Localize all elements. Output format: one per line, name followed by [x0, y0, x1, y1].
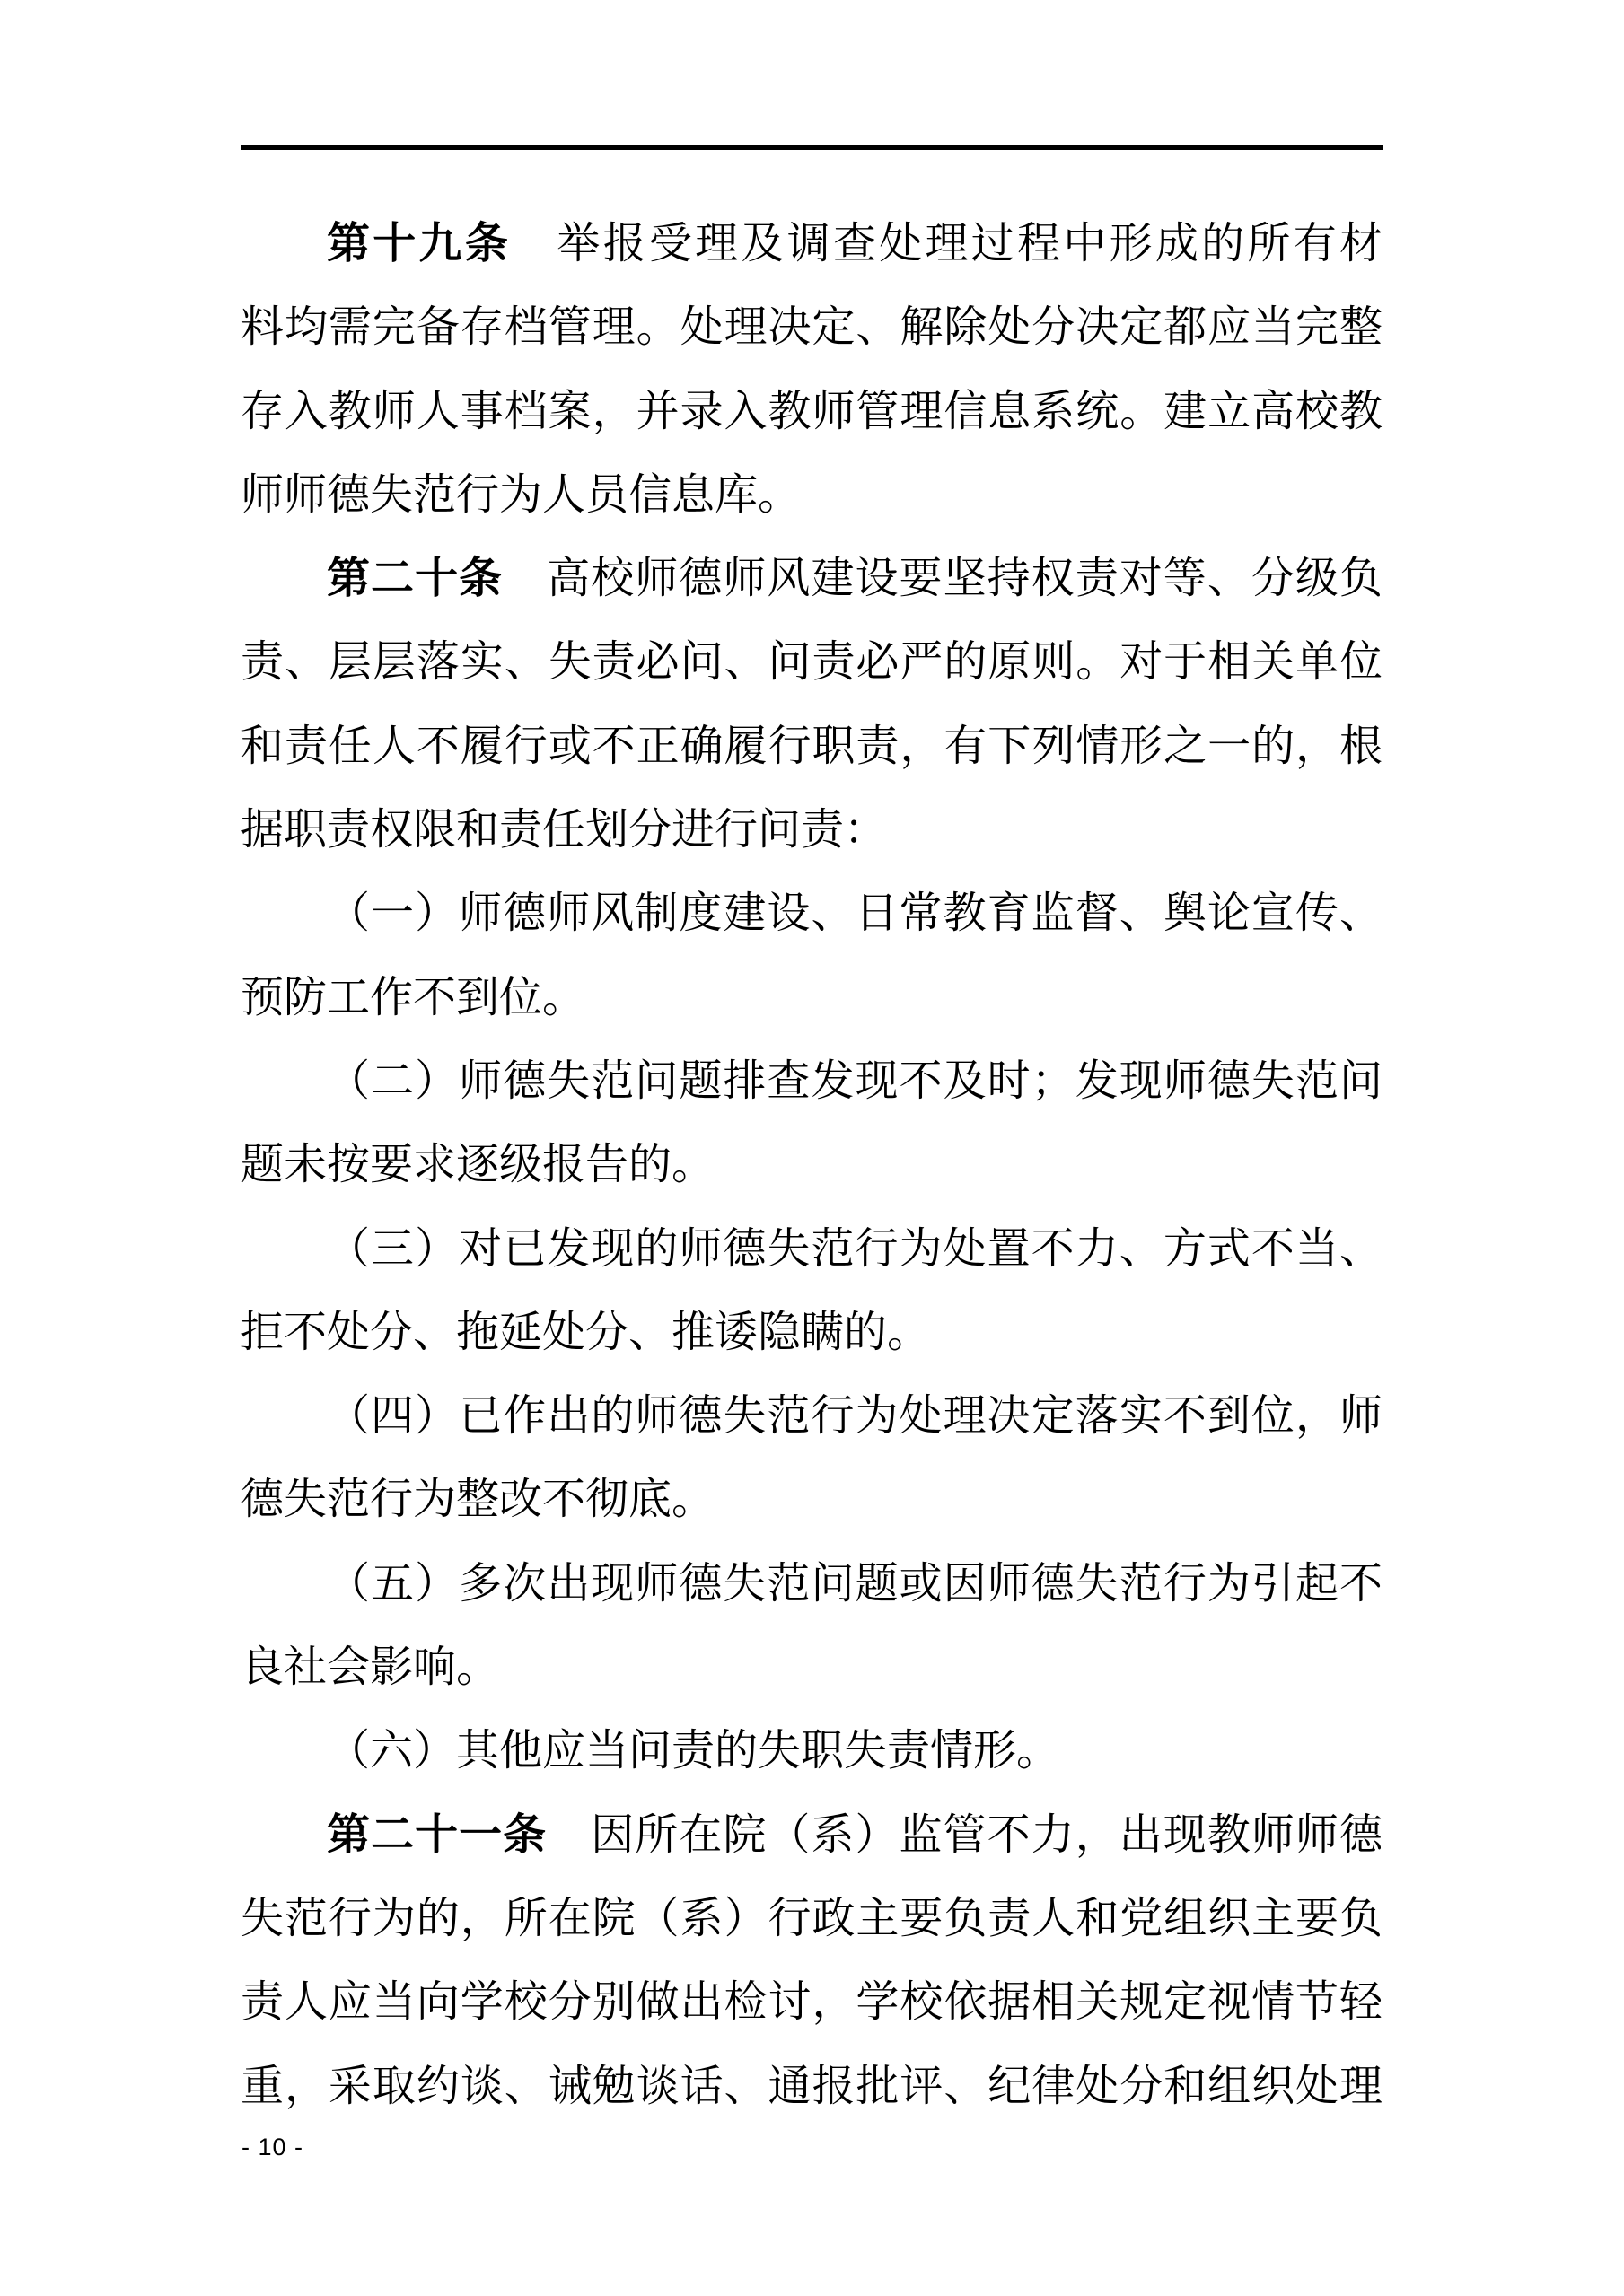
text-line: [241, 620, 1383, 704]
line-text: 责、层层落实、失责必问、问责必严的原则。对于相关单位: [241, 638, 1383, 687]
text-line: [241, 1207, 1383, 1291]
line-text: （五）多次出现师德失范问题或因师德失范行为引起不: [327, 1559, 1383, 1608]
text-line: [241, 1542, 1383, 1626]
line-text: （一）师德师风制度建设、日常教育监督、舆论宣传、: [327, 889, 1383, 938]
line-text: 和责任人不履行或不正确履行职责，有下列情形之一的，根: [241, 722, 1383, 770]
line-text: 良社会影响。: [241, 1643, 500, 1692]
text-line: [241, 1123, 1383, 1206]
line-text: （三）对已发现的师德失范行为处置不力、方式不当、: [327, 1224, 1383, 1273]
text-line: [241, 788, 1383, 872]
text-line: [241, 285, 1383, 369]
text-line: [241, 1374, 1383, 1458]
text-line: [241, 1709, 1383, 1792]
text-line: [241, 1877, 1383, 1960]
article-number: 第十九条: [327, 220, 512, 267]
line-text: 高校师德师风建设要坚持权责对等、分级负: [503, 555, 1383, 603]
text-line: [241, 202, 1383, 285]
line-text: 重，采取约谈、诫勉谈话、通报批评、纪律处分和组织处理: [241, 2062, 1383, 2110]
text-line: [241, 1039, 1383, 1123]
text-line: [241, 1960, 1383, 2044]
text-line: [241, 453, 1383, 537]
text-line: [241, 705, 1383, 788]
line-text: 失范行为的，所在院（系）行政主要负责人和党组织主要负: [241, 1894, 1383, 1942]
text-line: [241, 2045, 1383, 2128]
text-line: [241, 370, 1383, 453]
line-text: 题未按要求逐级报告的。: [241, 1141, 715, 1189]
line-text: 预防工作不到位。: [241, 973, 586, 1021]
line-text: （六）其他应当问责的失职失责情形。: [327, 1727, 1060, 1775]
article-number: 第二十条: [327, 555, 504, 603]
line-text: 料均需完备存档管理。处理决定、解除处分决定都应当完整: [241, 303, 1383, 352]
document-body: [241, 202, 1383, 2128]
text-line: [241, 1291, 1383, 1374]
line-text: 因所在院（系）监管不力，出现教师师德: [547, 1810, 1383, 1859]
line-text: 拒不处分、拖延处分、推诿隐瞒的。: [241, 1308, 931, 1356]
text-line: [241, 1458, 1383, 1541]
text-line: [241, 537, 1383, 620]
text-line: [241, 1626, 1383, 1709]
header-rule: [241, 145, 1383, 150]
text-line: [241, 956, 1383, 1039]
line-text: 师师德失范行为人员信息库。: [241, 470, 802, 519]
text-line: [241, 1793, 1383, 1877]
line-text: 存入教师人事档案，并录入教师管理信息系统。建立高校教: [241, 387, 1383, 435]
line-text: 德失范行为整改不彻底。: [241, 1476, 715, 1524]
page-number: - 10 -: [241, 2134, 304, 2160]
text-line: [241, 872, 1383, 955]
article-number: 第二十一条: [327, 1810, 548, 1859]
line-text: 举报受理及调查处理过程中形成的所有材: [511, 220, 1383, 267]
line-text: 据职责权限和责任划分进行问责：: [241, 806, 888, 854]
line-text: 责人应当向学校分别做出检讨，学校依据相关规定视情节轻: [241, 1978, 1383, 2027]
line-text: （四）已作出的师德失范行为处理决定落实不到位，师: [327, 1392, 1383, 1441]
line-text: （二）师德失范问题排查发现不及时；发现师德失范问: [327, 1056, 1383, 1105]
